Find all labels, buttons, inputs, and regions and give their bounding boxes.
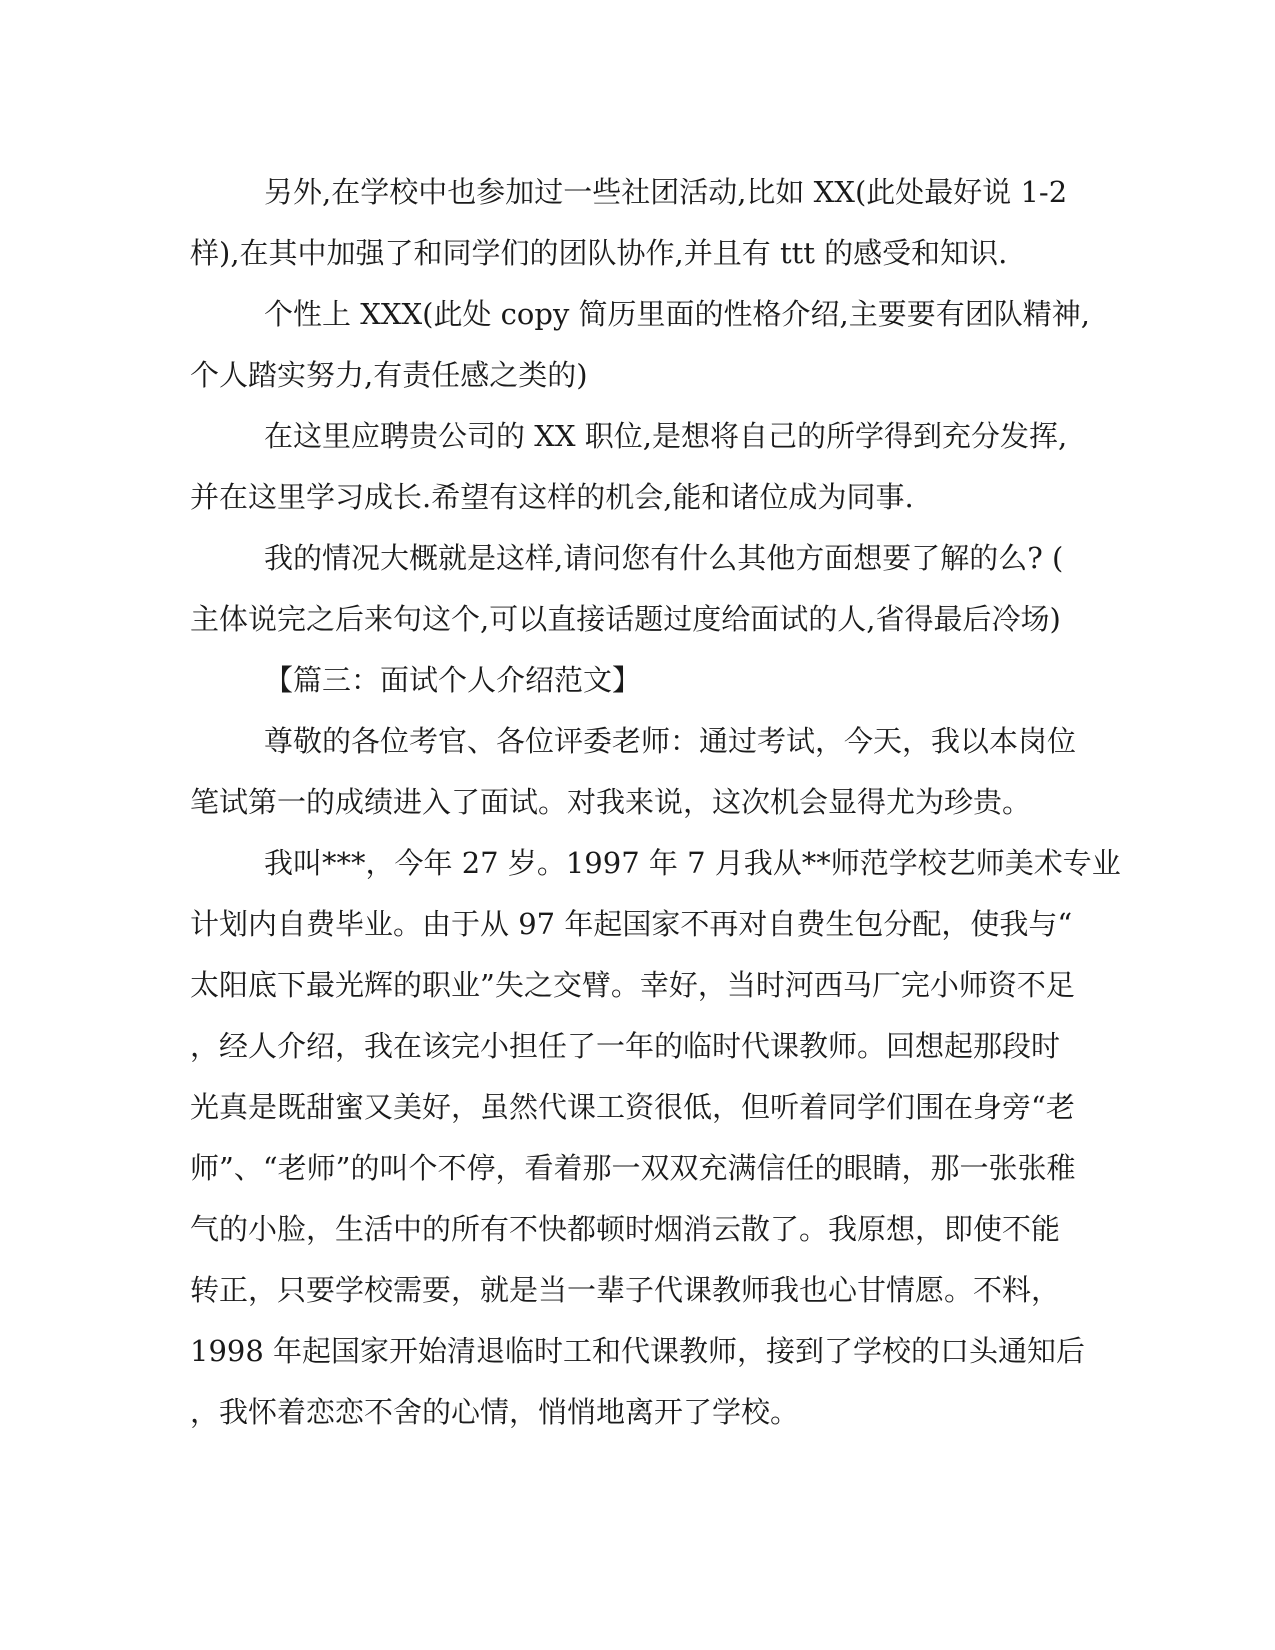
text-line: 在这里应聘贵公司的 XX 职位,是想将自己的所学得到充分发挥, [264,419,1068,453]
text-line: 我叫***，今年 27 岁。1997 年 7 月我从**师范学校艺师美术专业 [264,846,1121,880]
text-line: 气的小脸，生活中的所有不快都顿时烟消云散了。我原想，即使不能 [190,1212,1061,1246]
text-line: 主体说完之后来句这个,可以直接话题过度给面试的人,省得最后冷场) [190,602,1061,636]
text-line: 并在这里学习成长.希望有这样的机会,能和诸位成为同事. [190,480,914,514]
document-body [190,162,1121,1443]
text-line: ，我怀着恋恋不舍的心情，悄悄地离开了学校。 [190,1395,800,1429]
text-line: 光真是既甜蜜又美好，虽然代课工资很低，但听着同学们围在身旁“老 [190,1090,1075,1124]
text-line: 太阳底下最光辉的职业”失之交臂。幸好，当时河西马厂完小师资不足 [190,968,1075,1002]
text-line: 我的情况大概就是这样,请问您有什么其他方面想要了解的么? ( [264,541,1064,575]
text-line: 1998 年起国家开始清退临时工和代课教师，接到了学校的口头通知后 [190,1334,1086,1368]
text-line: 个性上 XXX(此处 copy 简历里面的性格介绍,主要要有团队精神, [264,297,1090,331]
text-line: 计划内自费毕业。由于从 97 年起国家不再对自费生包分配，使我与“ [190,907,1073,941]
text-line: ，经人介绍，我在该完小担任了一年的临时代课教师。回想起那段时 [190,1029,1061,1063]
text-line: 师”、“老师”的叫个不停，看着那一双双充满信任的眼睛，那一张张稚 [190,1151,1076,1185]
text-line: 尊敬的各位考官、各位评委老师：通过考试，今天，我以本岗位 [264,724,1077,758]
text-line: 笔试第一的成绩进入了面试。对我来说，这次机会显得尤为珍贵。 [190,785,1032,819]
text-line: 另外,在学校中也参加过一些社团活动,比如 XX(此处最好说 1-2 [264,175,1068,209]
text-line: 个人踏实努力,有责任感之类的) [190,358,588,392]
section-heading: 【篇三：面试个人介绍范文】 [264,663,642,697]
text-line: 样),在其中加强了和同学们的团队协作,并且有 ttt 的感受和知识. [190,236,1008,270]
text-line: 转正，只要学校需要，就是当一辈子代课教师我也心甘情愿。不料， [190,1273,1061,1307]
